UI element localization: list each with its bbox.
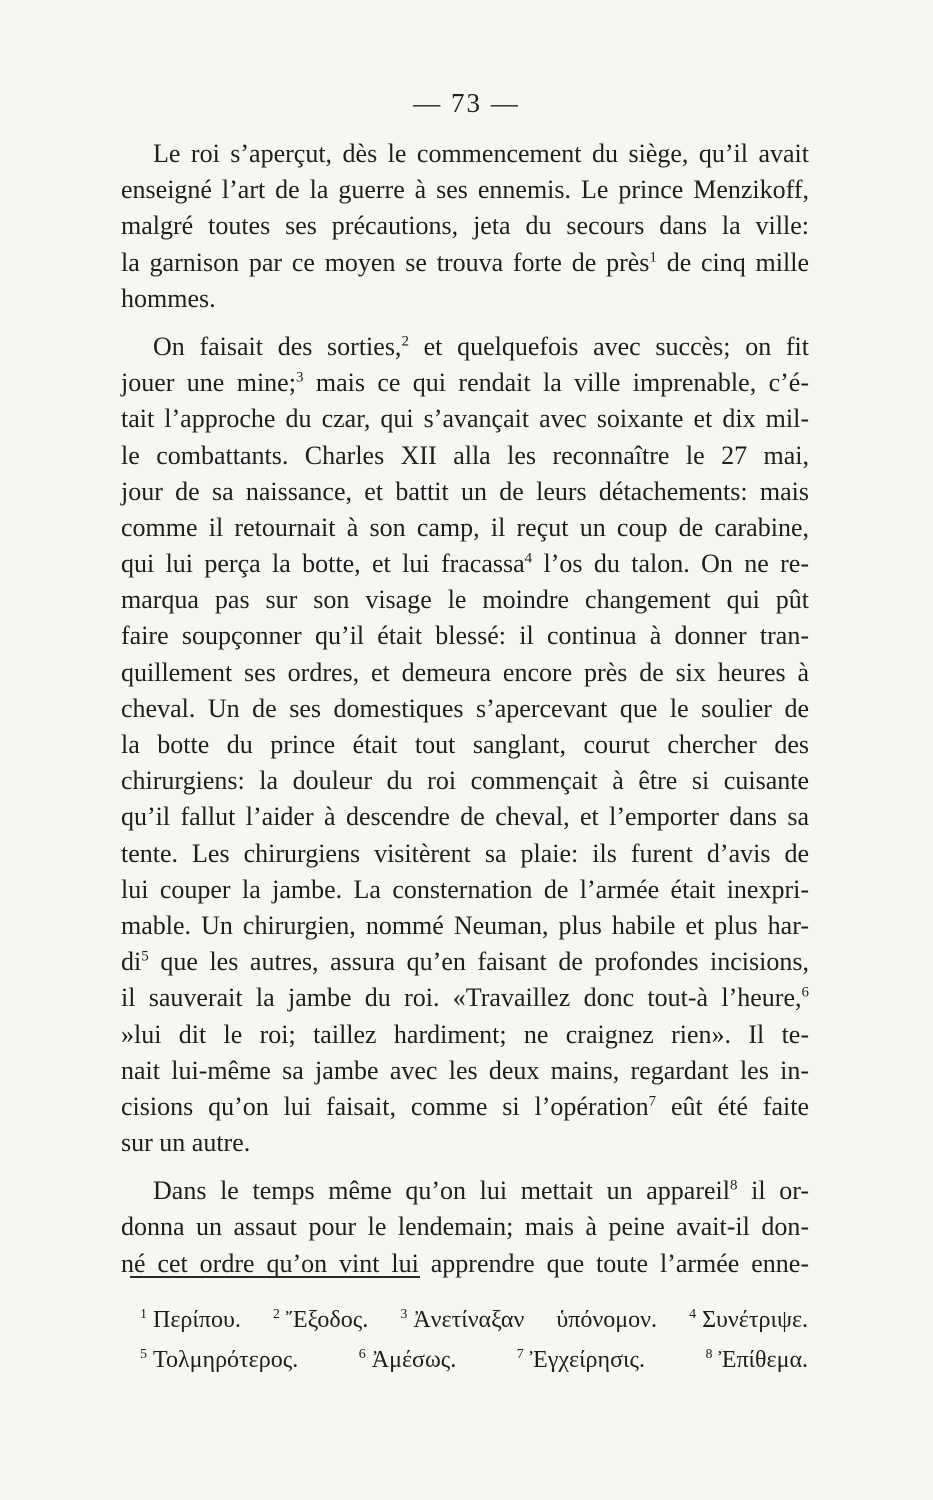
footnote-marker: 5 bbox=[141, 948, 149, 965]
text-line: donna un assaut pour le lendemain; mais à peine avait-il don- bbox=[121, 1212, 809, 1242]
text-line: tente. Les chirurgiens visitèrent sa plaie: ils furent d’avis de bbox=[121, 838, 809, 868]
text-line: sur un autre. bbox=[121, 1128, 251, 1158]
footnote-text: Ἐπίθεμα. bbox=[718, 1347, 809, 1373]
footnote-number: 5 bbox=[140, 1347, 147, 1362]
footnote-text: Τολμηρότερος. bbox=[153, 1347, 299, 1373]
footnote-number: 2 bbox=[272, 1307, 280, 1322]
text-line: la botte du prince était tout sanglant, courut chercher des bbox=[121, 730, 809, 759]
footnote-number: 7 bbox=[516, 1347, 524, 1362]
footnote-text: Ἔξοδος. bbox=[285, 1307, 369, 1333]
text-line: marqua pas sur son visage le moindre changement qui pût bbox=[121, 585, 809, 615]
text-line bbox=[121, 546, 809, 582]
text-line bbox=[121, 944, 809, 980]
text-line bbox=[121, 980, 809, 1016]
footnote-text: Ἐγχείρησις. bbox=[529, 1347, 645, 1373]
footnote bbox=[273, 1307, 368, 1333]
footnote-marker: 2 bbox=[401, 333, 409, 350]
text-segment: de cinq mille bbox=[656, 247, 809, 277]
text-segment: On faisait des sorties, bbox=[153, 331, 402, 361]
text-line bbox=[121, 365, 809, 401]
text-line: malgré toutes ses précautions, jeta du secours dans la ville: bbox=[121, 211, 809, 241]
text-line: comme il retournait à son camp, il reçut un coup de carabine, bbox=[121, 512, 809, 542]
footnote bbox=[689, 1307, 808, 1333]
text-line bbox=[121, 245, 809, 281]
text-segment: la garnison par ce moyen se trouva forte de près bbox=[121, 247, 650, 277]
footnote-line bbox=[140, 1340, 808, 1380]
paragraph-gap bbox=[121, 317, 809, 329]
text-segment: cisions qu’on lui faisait, comme si l’opération bbox=[121, 1091, 649, 1121]
footnote-text: Περίπου. bbox=[153, 1307, 241, 1333]
text-line: jour de sa naissance, et battit un de leurs détachements: mais bbox=[121, 476, 809, 506]
text-line: cheval. Un de ses domestiques s’apercevant que le soulier de bbox=[121, 693, 809, 723]
text-segment: il or- bbox=[737, 1176, 809, 1206]
footnote-marker: 1 bbox=[649, 248, 657, 265]
text-line: »lui dit le roi; taillez hardiment; ne craignez rien». Il te- bbox=[121, 1019, 809, 1049]
text-line bbox=[121, 1089, 809, 1125]
text-segment: di bbox=[121, 947, 142, 977]
footnote bbox=[517, 1347, 645, 1373]
text-segment: mais ce qui rendait la ville imprenable, c’é- bbox=[303, 368, 809, 398]
footnote bbox=[400, 1307, 657, 1333]
text-segment: il sauverait la jambe du roi. «Travaillez donc tout-à l’heure, bbox=[121, 983, 802, 1013]
text-line: tait l’approche du czar, qui s’avançait avec soixante et dix mil- bbox=[121, 404, 809, 434]
body-text bbox=[121, 136, 809, 1282]
footnote-number: 3 bbox=[400, 1307, 408, 1322]
text-line: Le roi s’aperçut, dès le commencement du siège, qu’il avait bbox=[153, 139, 809, 168]
footnote-text: Ἀμέσως. bbox=[371, 1347, 457, 1373]
footnote-number: 1 bbox=[140, 1307, 147, 1322]
footnote bbox=[705, 1347, 808, 1373]
footnote-line bbox=[140, 1300, 808, 1340]
footnote-marker: 8 bbox=[729, 1177, 738, 1194]
text-line: hommes. bbox=[121, 283, 216, 313]
footnote bbox=[140, 1347, 298, 1373]
footnote-marker: 3 bbox=[295, 369, 304, 386]
footnote-number: 4 bbox=[689, 1307, 697, 1322]
text-line: mable. Un chirurgien, nommé Neuman, plus habile et plus har- bbox=[121, 910, 809, 940]
page-number: — 73 — bbox=[413, 88, 520, 118]
text-line: lui couper la jambe. La consternation de l’armée était inexpri- bbox=[121, 874, 809, 904]
paragraph-gap bbox=[121, 1161, 809, 1173]
text-segment: Dans le temps même qu’on lui mettait un appareil bbox=[153, 1176, 730, 1206]
text-line: nait lui-même sa jambe avec les deux mains, regardant les in- bbox=[121, 1055, 809, 1085]
text-line: quillement ses ordres, et demeura encore près de six heures à bbox=[121, 657, 809, 687]
text-segment: l’os du talon. On ne re- bbox=[532, 549, 810, 579]
text-line bbox=[121, 1173, 809, 1209]
text-segment: et quelquefois avec succès; on fit bbox=[408, 331, 809, 361]
footnote-marker: 6 bbox=[801, 984, 809, 1001]
text-segment: jouer une mine; bbox=[121, 368, 296, 398]
text-line: le combattants. Charles XII alla les reconnaître le 27 mai, bbox=[121, 440, 809, 470]
text-line: faire soupçonner qu’il était blessé: il continua à donner tran- bbox=[121, 621, 809, 651]
text-line: enseigné l’art de la guerre à ses ennemis. Le prince Menzikoff, bbox=[121, 175, 809, 205]
footnotes bbox=[140, 1300, 808, 1380]
footnote-text: Συνέτριψε. bbox=[702, 1307, 809, 1333]
text-line: né cet ordre qu’on vint lui apprendre que toute l’armée enne- bbox=[121, 1248, 809, 1278]
footnote bbox=[140, 1307, 241, 1333]
footnote-text: Ἀνετίναξαν ὑπόνομον. bbox=[413, 1307, 657, 1333]
text-segment: que les autres, assura qu’en faisant de profondes incisions, bbox=[148, 947, 809, 977]
footnote bbox=[359, 1347, 457, 1373]
footnote-number: 8 bbox=[705, 1347, 713, 1362]
text-segment: eût été faite bbox=[656, 1091, 809, 1121]
footnote-marker: 7 bbox=[648, 1093, 657, 1110]
text-segment: qui lui perça la botte, et lui fracassa bbox=[121, 549, 525, 579]
footnote-marker: 4 bbox=[524, 550, 533, 567]
text-line: qu’il fallut l’aider à descendre de cheval, et l’emporter dans sa bbox=[121, 802, 809, 832]
text-line bbox=[121, 329, 809, 365]
footnote-divider bbox=[130, 1276, 420, 1278]
text-line: chirurgiens: la douleur du roi commençait à être si cuisante bbox=[121, 766, 809, 796]
footnote-number: 6 bbox=[358, 1347, 366, 1362]
